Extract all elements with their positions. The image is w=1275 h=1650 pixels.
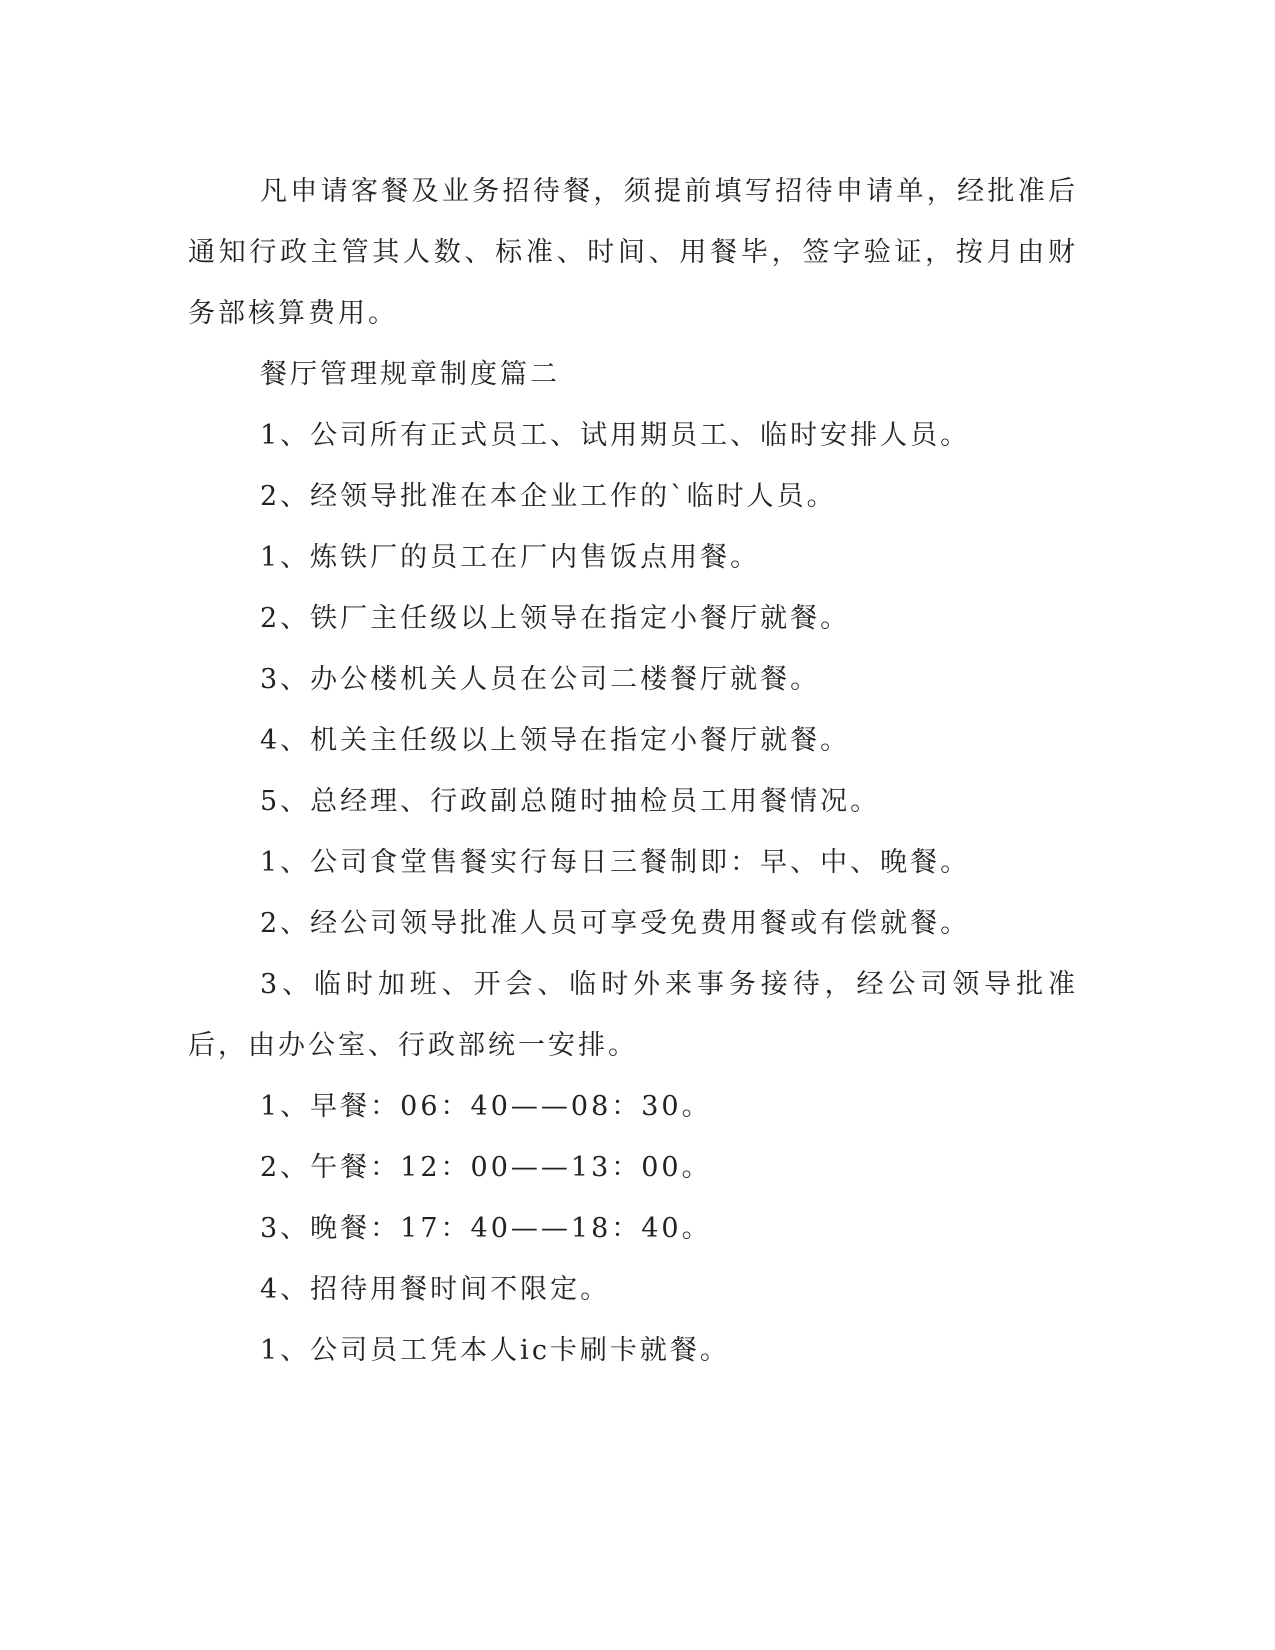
list-item: 2、经公司领导批准人员可享受免费用餐或有偿就餐。 (260, 908, 971, 939)
list-item: 3、临时加班、开会、临时外来事务接待，经公司领导批准后，由办公室、行政部统一安排。 (188, 969, 1078, 1061)
list-item: 1、公司员工凭本人ic卡刷卡就餐。 (260, 1335, 730, 1366)
paragraph-guest-meal-rule: 凡申请客餐及业务招待餐，须提前填写招待申请单，经批准后通知行政主管其人数、标准、时间、用餐毕，签字验证，按月由财务部核算费用。 (188, 176, 1078, 329)
document-body (188, 161, 1078, 1381)
list-item: 2、经领导批准在本企业工作的`临时人员。 (260, 481, 837, 512)
list-item: 1、炼铁厂的员工在厂内售饭点用餐。 (260, 542, 761, 573)
list-item: 4、机关主任级以上领导在指定小餐厅就餐。 (260, 725, 851, 756)
list-item: 3、办公楼机关人员在公司二楼餐厅就餐。 (260, 664, 821, 695)
list-item-dinner-time: 3、晚餐：17：40——18：40。 (260, 1213, 712, 1244)
list-item-lunch-time: 2、午餐：12：00——13：00。 (260, 1152, 712, 1183)
list-item: 2、铁厂主任级以上领导在指定小餐厅就餐。 (260, 603, 851, 634)
list-item: 1、公司食堂售餐实行每日三餐制即：早、中、晚餐。 (260, 847, 971, 878)
list-item-breakfast-time: 1、早餐：06：40——08：30。 (260, 1091, 712, 1122)
section-title: 餐厅管理规章制度篇二 (260, 359, 560, 390)
list-item: 4、招待用餐时间不限定。 (260, 1274, 611, 1305)
list-item: 5、总经理、行政副总随时抽检员工用餐情况。 (260, 786, 881, 817)
list-item: 1、公司所有正式员工、试用期员工、临时安排人员。 (260, 420, 971, 451)
